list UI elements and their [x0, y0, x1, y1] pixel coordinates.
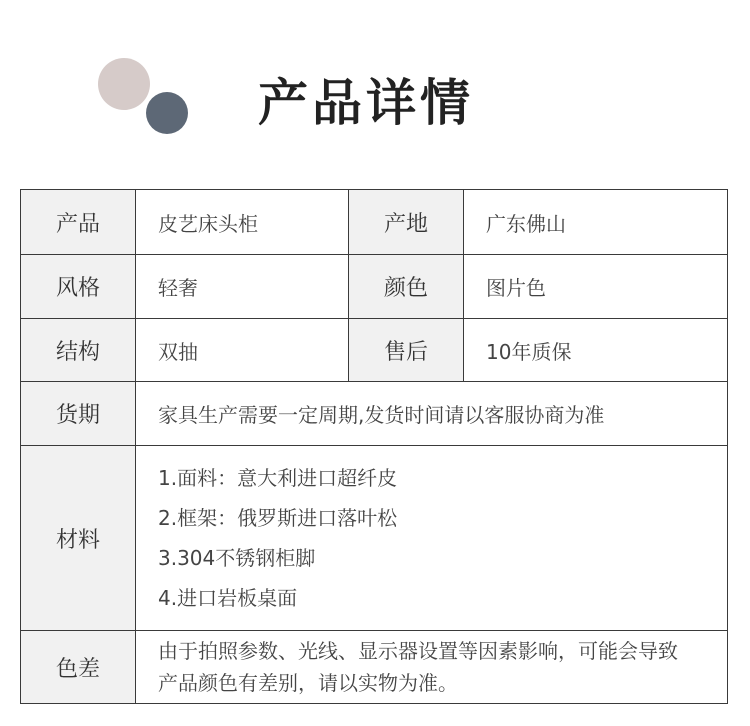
product-spec-table: [20, 189, 728, 704]
label-origin: 产地: [349, 190, 464, 255]
decorative-circle-large: [98, 58, 150, 110]
table-row: [21, 631, 728, 704]
value-structure: 双抽: [136, 319, 349, 382]
label-structure: 结构: [21, 319, 136, 382]
label-material: 材料: [21, 446, 136, 631]
value-style: 轻奢: [136, 255, 349, 319]
label-color-difference: 色差: [21, 631, 136, 704]
value-delivery: 家具生产需要一定周期,发货时间请以客服协商为准: [136, 382, 728, 446]
label-after-sales: 售后: [349, 319, 464, 382]
table-row: [21, 382, 728, 446]
material-line: 1.面料：意大利进口超纤皮: [158, 466, 398, 490]
value-color-difference: [136, 631, 728, 704]
value-after-sales: 10年质保: [464, 319, 728, 382]
table-row: [21, 446, 728, 631]
label-color: 颜色: [349, 255, 464, 319]
value-origin: 广东佛山: [464, 190, 728, 255]
label-delivery: 货期: [21, 382, 136, 446]
material-line: 2.框架：俄罗斯进口落叶松: [158, 506, 398, 530]
page-header: [0, 0, 750, 180]
material-line: 4.进口岩板桌面: [158, 586, 298, 610]
decorative-circle-small: [146, 92, 188, 134]
value-material: [136, 446, 728, 631]
color-difference-line: 产品颜色有差别，请以实物为准。: [158, 671, 458, 695]
color-difference-line: 由于拍照参数、光线、显示器设置等因素影响，可能会导致: [158, 639, 678, 663]
value-product: 皮艺床头柜: [136, 190, 349, 255]
page-title: 产品详情: [258, 73, 474, 132]
material-line: 3.304不锈钢柜脚: [158, 546, 316, 570]
label-style: 风格: [21, 255, 136, 319]
table-row: [21, 190, 728, 255]
label-product: 产品: [21, 190, 136, 255]
table-row: [21, 255, 728, 319]
table-row: [21, 319, 728, 382]
value-color: 图片色: [464, 255, 728, 319]
